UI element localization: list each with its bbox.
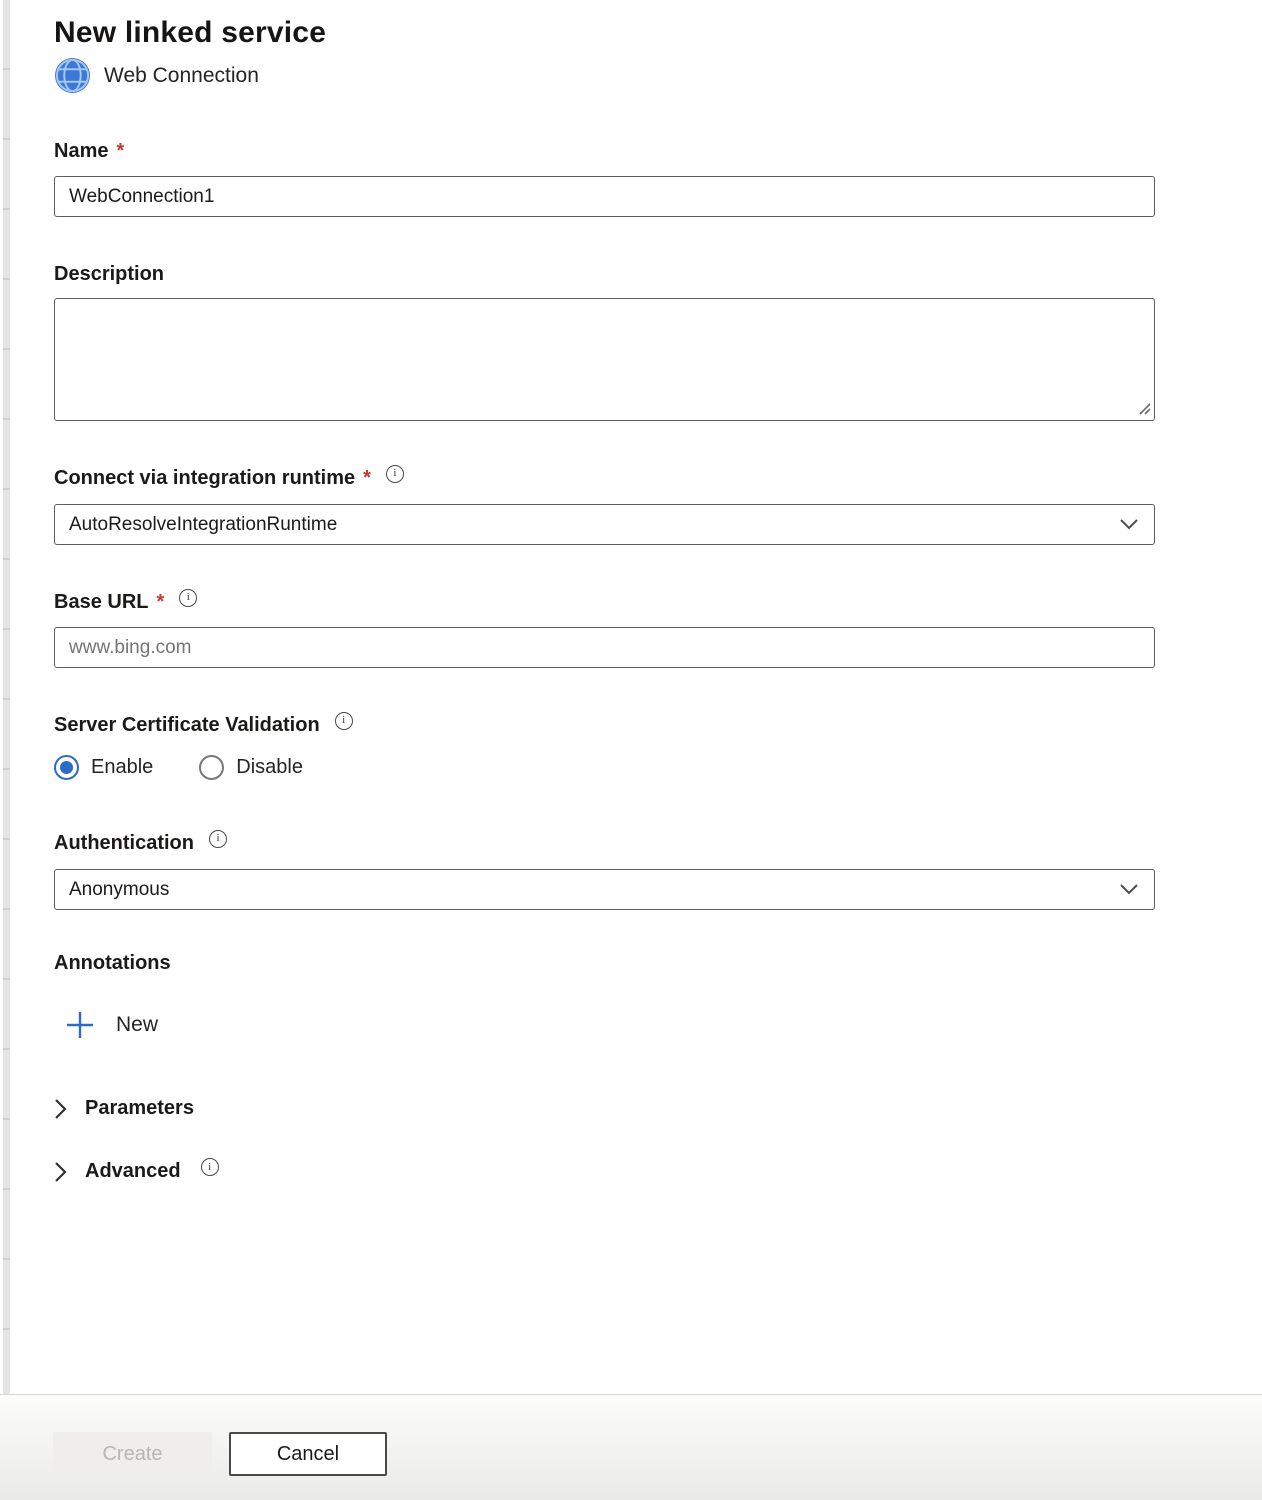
description-textarea-wrap bbox=[54, 298, 1155, 421]
info-icon[interactable]: i bbox=[209, 830, 227, 848]
radio-enable-control[interactable] bbox=[54, 755, 79, 780]
name-field-label bbox=[54, 138, 1155, 165]
server-cert-validation-field-label bbox=[54, 712, 1155, 739]
annotations-label-text: Annotations bbox=[54, 952, 171, 974]
description-label-text: Description bbox=[54, 263, 165, 285]
base-url-field-label bbox=[54, 589, 1155, 616]
radio-dot bbox=[205, 761, 218, 774]
radio-disable-label: Disable bbox=[236, 756, 303, 778]
advanced-expander-label: Advanced bbox=[85, 1160, 181, 1182]
panel-footer bbox=[0, 1394, 1262, 1500]
radio-enable-label: Enable bbox=[91, 756, 154, 778]
radio-option-disable[interactable] bbox=[199, 755, 303, 780]
chevron-right-icon bbox=[54, 1098, 67, 1120]
required-asterisk: * bbox=[156, 591, 165, 613]
integration-runtime-label-text: Connect via integration runtime bbox=[54, 467, 356, 489]
info-icon[interactable]: i bbox=[335, 712, 353, 730]
server-cert-validation-radio-group bbox=[54, 755, 1155, 780]
add-new-label: New bbox=[116, 1012, 159, 1036]
name-label-text: Name bbox=[54, 140, 109, 162]
description-field-label bbox=[54, 261, 1155, 288]
authentication-selected-value: Anonymous bbox=[69, 878, 170, 900]
plus-icon bbox=[65, 1010, 95, 1040]
annotations-add-new-button[interactable] bbox=[65, 1007, 158, 1042]
chevron-down-icon bbox=[1119, 882, 1139, 896]
info-icon[interactable]: i bbox=[201, 1158, 219, 1176]
footer-buttons bbox=[0, 1395, 1262, 1476]
authentication-select[interactable] bbox=[54, 869, 1155, 910]
radio-option-enable[interactable] bbox=[54, 755, 153, 780]
resize-handle-icon[interactable] bbox=[1136, 400, 1152, 416]
authentication-label-text: Authentication bbox=[54, 832, 194, 854]
integration-runtime-selected-value: AutoResolveIntegrationRuntime bbox=[69, 513, 338, 535]
connector-name: Web Connection bbox=[104, 63, 259, 87]
integration-runtime-field-label bbox=[54, 465, 1155, 492]
annotations-field-label bbox=[54, 950, 1155, 977]
radio-disable-control[interactable] bbox=[199, 755, 224, 780]
connector-header bbox=[54, 57, 1155, 94]
required-asterisk: * bbox=[116, 140, 125, 162]
integration-runtime-select[interactable] bbox=[54, 504, 1155, 545]
parameters-expander-label: Parameters bbox=[85, 1097, 194, 1119]
page-title: New linked service bbox=[54, 16, 327, 49]
cancel-button[interactable]: Cancel bbox=[229, 1432, 387, 1476]
server-cert-validation-label-text: Server Certificate Validation bbox=[54, 714, 320, 736]
background-page-edge bbox=[3, 0, 10, 1500]
info-icon[interactable]: i bbox=[386, 465, 404, 483]
base-url-input[interactable] bbox=[54, 627, 1155, 668]
chevron-down-icon bbox=[1119, 517, 1139, 531]
base-url-label-text: Base URL bbox=[54, 591, 149, 613]
create-button[interactable]: Create bbox=[53, 1432, 212, 1476]
parameters-expander[interactable] bbox=[54, 1097, 194, 1120]
description-textarea[interactable] bbox=[54, 298, 1155, 421]
name-input[interactable] bbox=[54, 176, 1155, 217]
info-icon[interactable]: i bbox=[179, 589, 197, 607]
authentication-field-label bbox=[54, 830, 1155, 857]
required-asterisk: * bbox=[363, 467, 371, 489]
advanced-expander[interactable] bbox=[54, 1160, 219, 1183]
panel-content bbox=[54, 16, 1155, 1183]
globe-icon bbox=[54, 57, 91, 94]
chevron-right-icon bbox=[54, 1161, 67, 1183]
radio-dot bbox=[60, 761, 73, 774]
